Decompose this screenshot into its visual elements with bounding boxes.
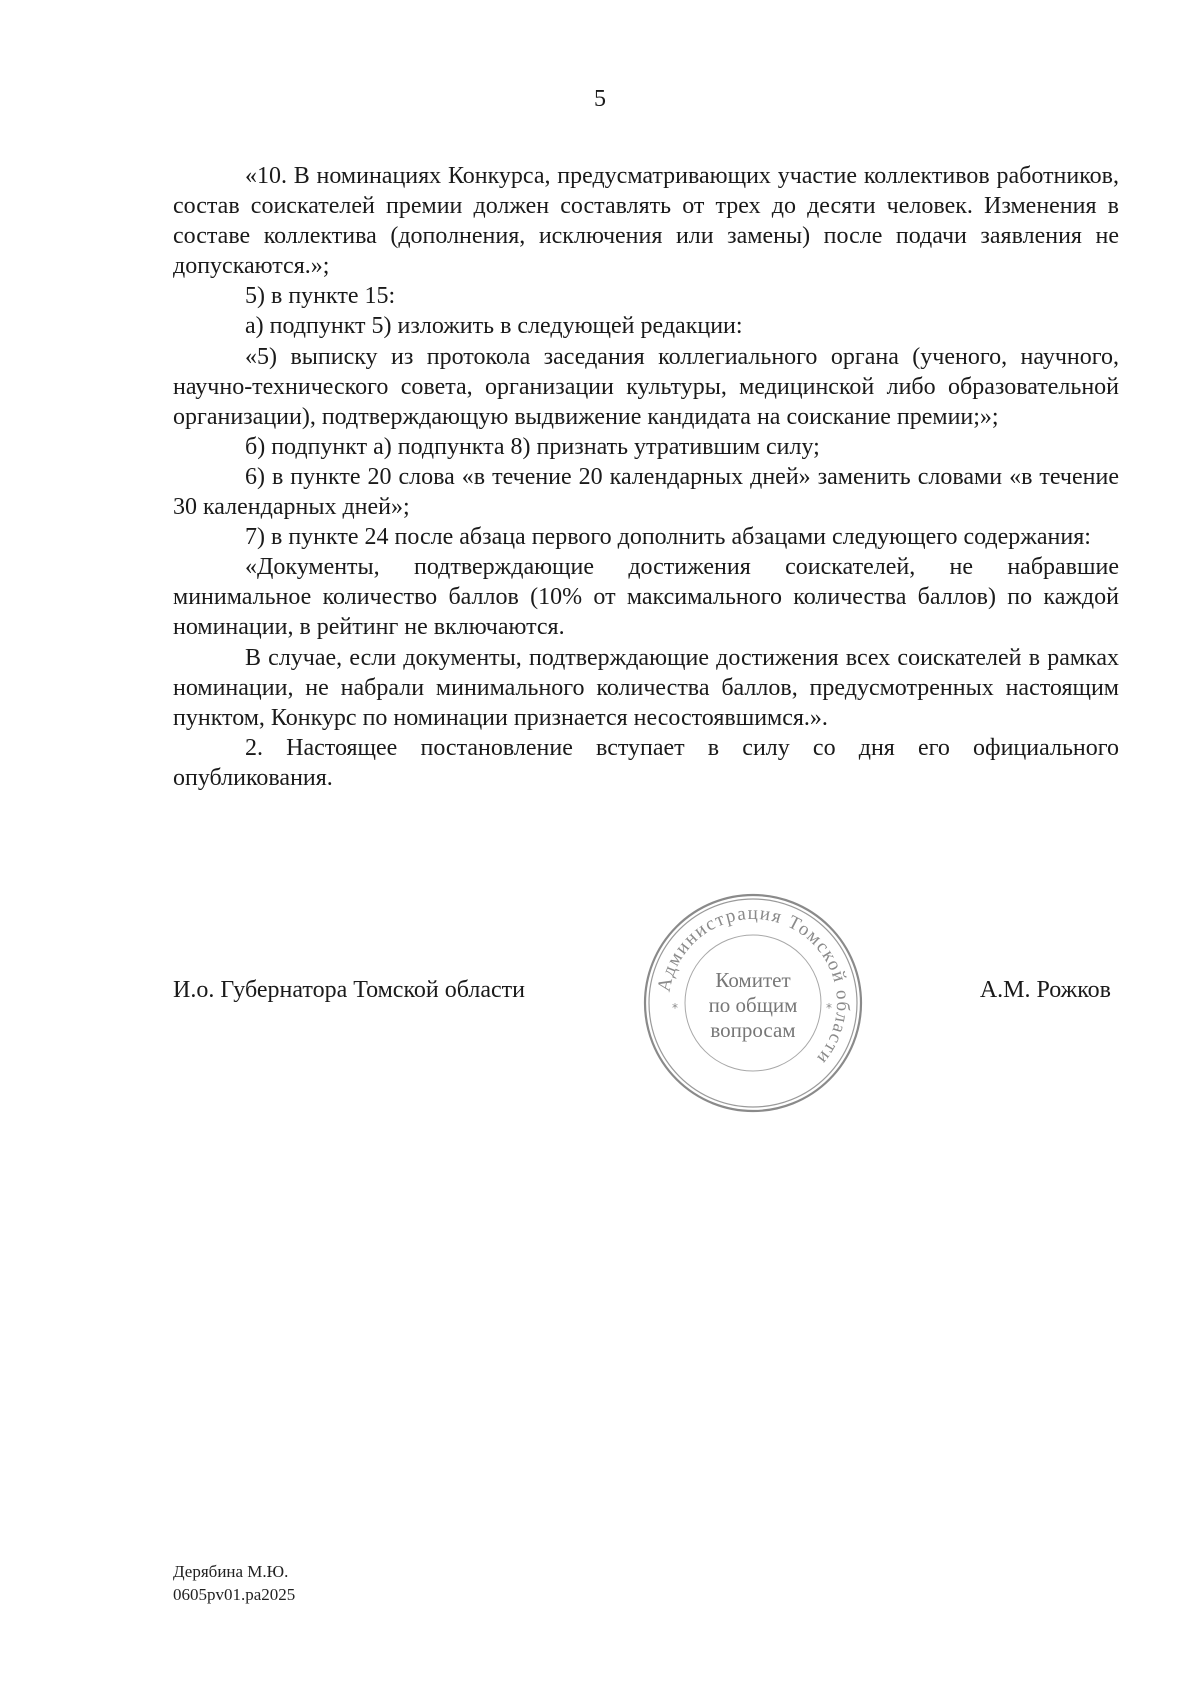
paragraph: «5) выписку из протокола заседания коллегиального органа (ученого, научного, научно-технического совета, организации культуры, медицинской либо образовательной организации), подтверждающую выдвижение кандидата на соискание премии;»; (173, 343, 1119, 430)
seal-center-line: по общим (708, 993, 798, 1017)
paragraph: 5) в пункте 15: (245, 283, 396, 310)
footer-author: Дерябина М.Ю. (173, 1562, 289, 1581)
footer-code: 0605pv01.pa2025 (173, 1585, 296, 1604)
seal-star-left-icon: * (672, 1001, 678, 1015)
paragraph: б) подпункт а) подпункта 8) признать утратившим силу; (245, 433, 820, 460)
page-number: 5 (594, 86, 606, 112)
paragraph: «10. В номинациях Конкурса, предусматривающих участие коллективов работников, состав соискателей премии должен составлять от трех до десяти человек. Изменения в составе коллектива (дополнения, исключения или замены) после подачи заявления не допускаются.»; (173, 163, 1119, 280)
seal-graphic (640, 890, 866, 1116)
official-seal-stamp (640, 890, 866, 1116)
paragraph: 2. Настоящее постановление вступает в силу со дня его официального опубликования. (173, 734, 1119, 791)
paragraph: В случае, если документы, подтверждающие достижения всех соискателей в рамках номинации, не набрали минимального количества баллов, предусмотренных настоящим пунктом, Конкурс по номинации признается несостоявшимся.». (173, 644, 1119, 731)
seal-center-line: вопросам (710, 1018, 796, 1042)
seal-center-line: Комитет (715, 968, 791, 992)
paragraph: 6) в пункте 20 слова «в течение 20 календарных дней» заменить словами «в течение 30 календарных дней»; (173, 463, 1119, 521)
paragraph: а) подпункт 5) изложить в следующей редакции: (245, 313, 743, 340)
paragraph: «Документы, подтверждающие достижения соискателей, не набравшие минимальное количество баллов (10% от максимального количества баллов) по каждой номинации, в рейтинг не включаются. (173, 554, 1119, 641)
signer-title: И.о. Губернатора Томской области (173, 977, 525, 1003)
document-footer (173, 1560, 295, 1606)
document-body (173, 161, 1119, 793)
signer-name: А.М. Рожков (979, 977, 1111, 1003)
seal-star-right-icon: * (826, 1001, 832, 1015)
seal-ring-text: Администрация Томской области (653, 902, 854, 1070)
paragraph: 7) в пункте 24 после абзаца первого дополнить абзацами следующего содержания: (245, 524, 1091, 551)
